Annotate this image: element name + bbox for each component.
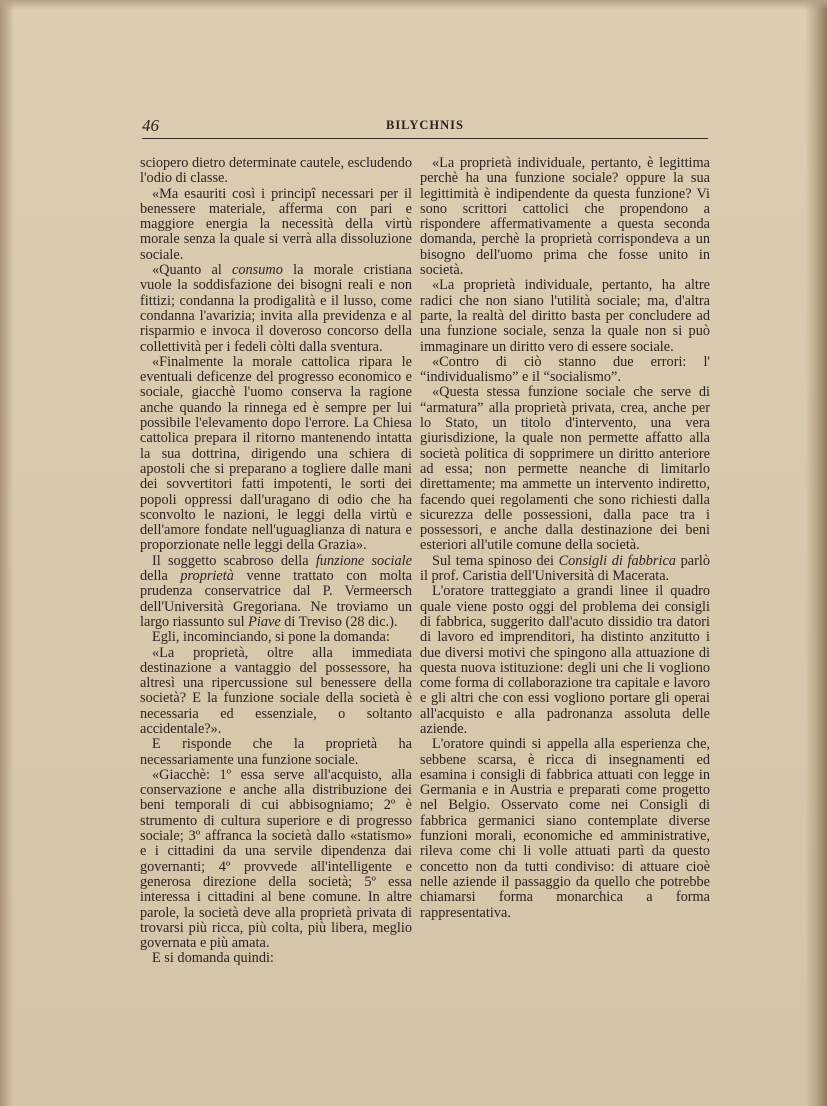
paragraph: «Contro di ciò stanno due errori: l' “individualismo” e il “socialismo”. bbox=[420, 353, 710, 386]
paragraph: L'oratore quindi si appella alla esperienza che, sebbene scarsa, è ricca di insegnamenti ed esamina i consigli di fabbrica attuati con legge in Germania e in Austria e preparati come progetto nel Belgio. Osservato come nei Consigli di fabbrica germanici siano contemplate diverse funzioni morali, economiche ed amministrative, rileva come chi li volle attuati partì da questo concetto non da tutti condiviso: di attuare cioè nelle aziende il passaggio da quello che potrebbe chiamarsi forma monarchica a forma rappresentativa. bbox=[420, 736, 710, 921]
italic-term: proprietà bbox=[180, 568, 234, 585]
running-title: BILYCHNIS bbox=[385, 118, 464, 132]
italic-term: funzione sociale bbox=[315, 552, 412, 569]
paragraph: «La proprietà individuale, pertanto, ha altre radici che non siano l'utilità sociale; ma, d'altra parte, la realtà del diritto basta per concludere ad una funzione sociale, senza la quale non si può immaginare un diritto vero di essere sociale. bbox=[420, 277, 710, 355]
paragraph: sciopero dietro determinate cautele, escludendo l'odio di classe. bbox=[140, 155, 412, 187]
text-run: della bbox=[140, 568, 181, 585]
text-run: Il soggetto scabroso della bbox=[152, 552, 316, 569]
italic-term: Piave bbox=[248, 613, 281, 630]
page-number: 46 bbox=[142, 116, 159, 135]
paragraph: E si domanda quindi: bbox=[152, 950, 274, 967]
paragraph: «Giacchè: 1º essa serve all'acquisto, alla conservazione e anche alla distribuzione dei beni temporali di cui abbisogniamo; 2º è strumento di cultura superiore e di progresso sociale; 3º affranca la società dallo «statismo» e i cittadini da una servile dipendenza dai governanti; 4º provvede all'intelligente e generosa direzione della società; 5º essa interessa i cittadini al bene comune. In altre parole, la società deve alla proprietà privata di trovarsi più ricca, più colta, più libera, meglio governata e più amata. bbox=[140, 766, 412, 952]
page-edge-left bbox=[0, 0, 14, 1106]
left-column bbox=[140, 156, 412, 967]
paragraph: «Finalmente la morale cattolica ripara le eventuali deficenze del progresso economico e sociale, giacchè l'uomo conserva la ragione anche quando la rinnega ed è sempre per lui possibile l'elevamento dopo l'errore. La Chiesa cattolica prepara il ritorno mantenendo intatta la sua dottrina, dirigendo una schiera di apostoli che si preparano a togliere dalle mani dei sovvertitori fatti impotenti, le sorti dei popoli oppressi dall'uragano di odio che ha sconvolto le nazioni, le leggi della virtù e dell'amore fondate nell'uguaglianza di natura e proporzionate nelle leggi della Grazia». bbox=[140, 353, 412, 554]
running-header bbox=[142, 112, 708, 139]
paragraph bbox=[140, 263, 412, 355]
paragraph: E risponde che la proprietà ha necessariamente una funzione sociale. bbox=[140, 736, 412, 768]
page-edge-right bbox=[805, 0, 827, 1106]
paragraph: Egli, incominciando, si pone la domanda: bbox=[152, 629, 390, 646]
page-edge-top bbox=[0, 0, 827, 10]
paragraph: «Ma esauriti così i principî necessari per il benessere materiale, afferma con pari e maggiore energia la necessità della virtù morale senza la quale si verrà alla dissoluzione sociale. bbox=[140, 185, 412, 263]
paragraph: «La proprietà, oltre alla immediata destinazione a vantaggio del possessore, ha altresì una ripercussione sul benessere della società? E la funzione sociale della società è necessaria ed essenziale, o soltanto accidentale?». bbox=[140, 644, 412, 737]
text-run: Sul tema spinoso dei bbox=[432, 552, 559, 569]
text-run: parlò il prof. Caristia dell'Università di Macerata. bbox=[420, 552, 710, 585]
paragraph: «Questa stessa funzione sociale che serve di “armatura” alla proprietà privata, crea, anche per lo Stato, un titolo d'intervento, una vera giurisdizione, la quale non permette affatto alla società politica di sopprimere un diritto anteriore ad essa; non permette neanche di limitarlo direttamente; ma ammette un intervento indiretto, facendo quei regolamenti che sono richiesti dalla sicurezza delle possessioni, dalla pace tra i possessori, e anche dalla destinazione dei beni esteriori all'utile comune della società. bbox=[420, 384, 710, 554]
paragraph bbox=[140, 554, 412, 630]
paragraph bbox=[420, 554, 710, 585]
italic-term: consumo bbox=[232, 262, 283, 279]
paragraph: «La proprietà individuale, pertanto, è legittima perchè ha una funzione sociale? oppure la sua legittimità è indipendente da questa funzione? Vi sono scrittori cattolici che propendono a rispondere affermativamente a questa seconda domanda, perchè la proprietà corrispondeva a un bisogno dell'uomo prima che fosse unito in società. bbox=[420, 155, 710, 279]
text-run: venne trattato con molta prudenza conservatrice dal P. Vermeersch dell'Università Gregoriana. Ne troviamo un largo riassunto sul bbox=[140, 568, 413, 630]
italic-term: Consigli di fabbrica bbox=[558, 552, 676, 569]
text-run: di Treviso (28 dic.). bbox=[280, 613, 398, 630]
text-run: la morale cristiana vuole la soddisfazione dei bisogni reali e non fittizi; condanna la prodigalità e il lusso, come condanna l'avarizia; invita alla previdenza e al risparmio e invoca il doveroso concorso della collettività per i fedeli còlti dalla sventura. bbox=[140, 262, 412, 355]
paragraph: L'oratore tratteggiato a grandi linee il quadro quale viene posto oggi del problema dei consigli di fabbrica, suggerito dall'acuto dissidio tra datori di lavoro ed imprenditori, ha distinto anzitutto i due diversi motivi che spingono alla attuazione di questa nuova istituzione: degli uni che li vogliono come forma di collaborazione tra capitale e lavoro e gli altri che con essi vogliono portare gli operai all'acquisto e alla padronanza assoluta delle aziende. bbox=[420, 583, 710, 737]
right-column bbox=[420, 156, 710, 921]
text-run: «Quanto al bbox=[152, 262, 233, 279]
